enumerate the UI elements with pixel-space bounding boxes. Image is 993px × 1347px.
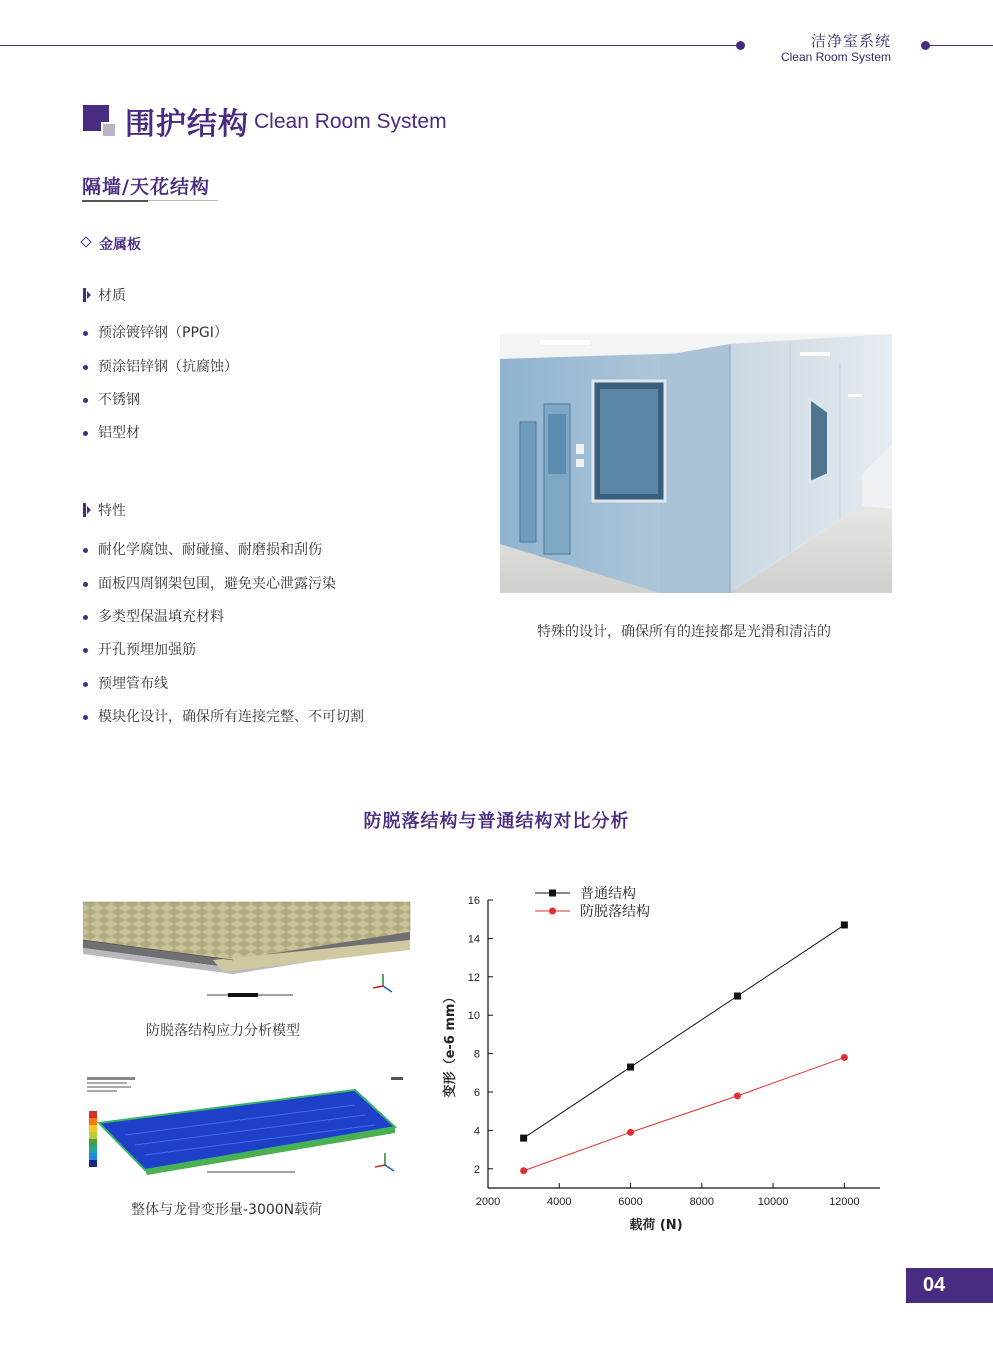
header-title-en: Clean Room System <box>780 50 891 64</box>
material-item: 预涂镀锌钢（PPGI） <box>98 325 228 341</box>
analysis-title: 防脱落结构与普通结构对比分析 <box>363 811 630 832</box>
feature-item: 面板四周钢架包围，避免夹心泄露污染 <box>98 576 336 592</box>
data-point <box>734 1092 741 1099</box>
feature-item: 模块化设计，确保所有连接完整、不可切割 <box>98 709 364 725</box>
y-tick-label: 2 <box>473 1163 480 1176</box>
bullet-icon <box>83 682 88 687</box>
section-square-small-icon <box>101 122 117 138</box>
x-tick-label: 2000 <box>475 1196 501 1208</box>
material-item: 不锈钢 <box>98 392 140 408</box>
y-tick-label: 8 <box>473 1048 480 1061</box>
feature-item: 多类型保温填充材料 <box>98 609 224 625</box>
y-tick-label: 12 <box>467 971 480 984</box>
bullet-icon <box>83 582 88 587</box>
series-line <box>524 1057 845 1170</box>
bullet-icon <box>83 648 88 653</box>
x-axis-label: 载荷 (N) <box>629 1218 683 1233</box>
cleanroom-corridor-photo <box>500 334 892 593</box>
y-tick-label: 6 <box>473 1087 480 1099</box>
bullet-icon <box>83 398 88 403</box>
feature-item: 耐化学腐蚀、耐碰撞、耐磨损和刮伤 <box>98 542 322 558</box>
photo-caption: 特殊的设计，确保所有的连接都是光滑和清洁的 <box>537 624 831 640</box>
diamond-icon <box>80 236 91 247</box>
subsection-underline <box>82 200 148 202</box>
page-number-badge <box>906 1268 993 1303</box>
header-rule-left <box>0 45 740 46</box>
header-dot-right <box>921 41 930 50</box>
deformation-figure <box>85 1075 405 1175</box>
stress-model-figure <box>83 900 413 1000</box>
deformation-caption: 整体与龙骨变形量-3000N载荷 <box>131 1202 323 1218</box>
material-label: 材质 <box>98 288 126 304</box>
metal-panel-label: 金属板 <box>99 237 141 253</box>
feature-item: 预埋管布线 <box>98 676 168 692</box>
series-line <box>524 925 845 1138</box>
data-point <box>520 1135 527 1142</box>
bullet-icon <box>83 715 88 720</box>
subsection-title: 隔墙/天花结构 <box>82 176 210 198</box>
legend-label: 普通结构 <box>580 886 636 902</box>
data-point <box>627 1064 634 1071</box>
material-item: 预涂铝锌钢（抗腐蚀） <box>98 359 238 375</box>
y-tick-label: 14 <box>467 933 480 946</box>
data-point <box>841 1054 848 1061</box>
section-title-cn: 围护结构 <box>125 107 249 142</box>
y-tick-label: 16 <box>467 895 480 907</box>
subsection-underline-light <box>148 200 218 201</box>
data-point <box>627 1129 634 1136</box>
model-caption: 防脱落结构应力分析模型 <box>146 1023 300 1039</box>
bullet-icon <box>83 431 88 436</box>
data-point <box>520 1167 527 1174</box>
material-item: 铝型材 <box>98 425 140 441</box>
features-label: 特性 <box>98 503 126 519</box>
y-tick-label: 10 <box>467 1010 480 1023</box>
legend-marker <box>549 908 556 915</box>
x-tick-label: 12000 <box>829 1196 860 1208</box>
header-title-cn: 洁净室系统 <box>810 32 891 50</box>
header-dot-left <box>736 41 745 50</box>
feature-item: 开孔预埋加强筋 <box>98 642 196 658</box>
bullet-icon <box>83 548 88 553</box>
bullet-icon <box>83 331 88 336</box>
x-tick-label: 6000 <box>618 1196 643 1208</box>
legend-marker <box>549 890 556 897</box>
legend-label: 防脱落结构 <box>580 904 650 920</box>
header-rule-right <box>925 45 993 46</box>
bullet-icon <box>83 365 88 370</box>
data-point <box>734 993 741 1000</box>
y-axis-label: 变形（e-6 mm） <box>443 990 458 1098</box>
bullet-icon <box>83 615 88 620</box>
data-point <box>841 921 848 928</box>
x-tick-label: 10000 <box>757 1196 789 1208</box>
y-tick-label: 4 <box>473 1125 480 1138</box>
load-deformation-chart <box>430 878 900 1238</box>
x-tick-label: 4000 <box>547 1196 572 1208</box>
x-tick-label: 8000 <box>689 1196 715 1208</box>
section-title-en: Clean Room System <box>254 110 447 133</box>
page-number: 04 <box>923 1274 946 1296</box>
